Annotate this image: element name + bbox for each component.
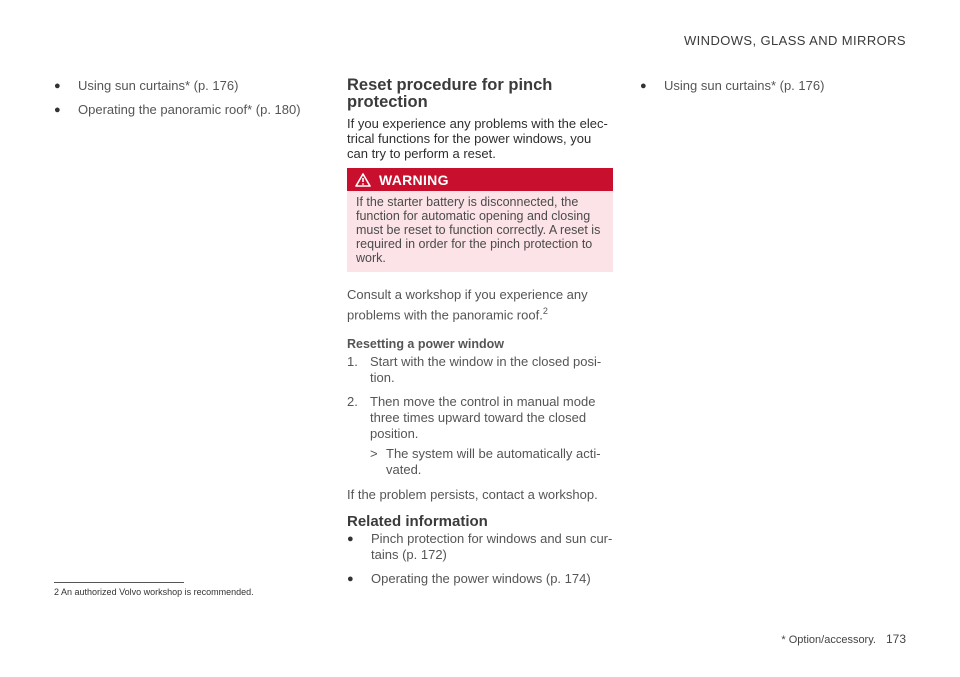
consult-paragraph xyxy=(347,286,613,323)
intro-text: If you experience any problems with the electrical functions for the power windows, you can try to perform a reset. xyxy=(347,116,608,161)
step-number: 2. xyxy=(347,394,358,410)
bullet-icon: ● xyxy=(640,80,647,92)
link-panoramic-roof[interactable]: Operating the panoramic roof* (p. 180) xyxy=(78,102,301,117)
warning-box xyxy=(347,168,613,272)
list-item[interactable] xyxy=(54,102,314,118)
footnote-ref: 2 xyxy=(542,306,548,316)
step-text: Then move the control in manual mode three times upward toward the closed position. xyxy=(370,394,596,442)
footnote-divider xyxy=(54,582,184,583)
consult-text: Consult a workshop if you experience any problems with the panoramic roof. xyxy=(347,287,588,323)
bullet-icon: ● xyxy=(54,80,61,92)
page-footer xyxy=(781,632,906,646)
link-sun-curtains[interactable]: Using sun curtains* (p. 176) xyxy=(664,78,825,93)
list-item[interactable] xyxy=(347,531,613,563)
steps-list xyxy=(347,354,613,478)
bullet-icon: ● xyxy=(347,573,354,586)
step-item xyxy=(347,354,613,386)
bullet-icon: ● xyxy=(54,104,61,116)
related-list xyxy=(347,531,613,587)
footnote-text: An authorized Volvo workshop is recommended. xyxy=(61,587,254,597)
warning-label: WARNING xyxy=(379,171,449,188)
list-item[interactable] xyxy=(54,78,314,94)
step-number: 1. xyxy=(347,354,358,370)
footnote-number: 2 xyxy=(54,587,60,597)
warning-triangle-icon xyxy=(355,173,371,187)
page-header-title: WINDOWS, GLASS AND MIRRORS xyxy=(683,33,906,48)
link-sun-curtains[interactable]: Using sun curtains* (p. 176) xyxy=(78,78,239,93)
footnote xyxy=(54,587,254,597)
section-title: Reset procedure for pinch protection xyxy=(347,76,553,111)
step-result xyxy=(370,446,613,478)
main-column xyxy=(347,77,613,595)
list-item[interactable] xyxy=(640,78,900,94)
list-item[interactable] xyxy=(347,571,613,587)
step-item xyxy=(347,394,613,478)
warning-text: If the starter battery is disconnected, the function for automatic opening and closing must be reset to function correctly. A reset is required in order for the pinch protection to work. xyxy=(347,191,613,272)
result-text: The system will be automatically activated. xyxy=(386,446,601,478)
right-column xyxy=(640,78,900,102)
warning-header xyxy=(347,168,613,191)
link-power-windows[interactable]: Operating the power windows (p. 174) xyxy=(371,571,591,587)
bullet-icon: ● xyxy=(347,533,354,546)
step-text: Start with the window in the closed position. xyxy=(370,354,602,386)
left-column xyxy=(54,78,314,126)
link-pinch-protection[interactable]: Pinch protection for windows and sun curtains (p. 172) xyxy=(371,531,613,563)
result-marker: > xyxy=(370,446,378,462)
subheading-reset-window: Resetting a power window xyxy=(347,337,504,352)
page-number: 173 xyxy=(885,632,906,646)
related-heading: Related information xyxy=(347,513,488,531)
persist-text: If the problem persists, contact a workshop. xyxy=(347,487,598,503)
footer-label: * Option/accessory. xyxy=(781,634,876,646)
